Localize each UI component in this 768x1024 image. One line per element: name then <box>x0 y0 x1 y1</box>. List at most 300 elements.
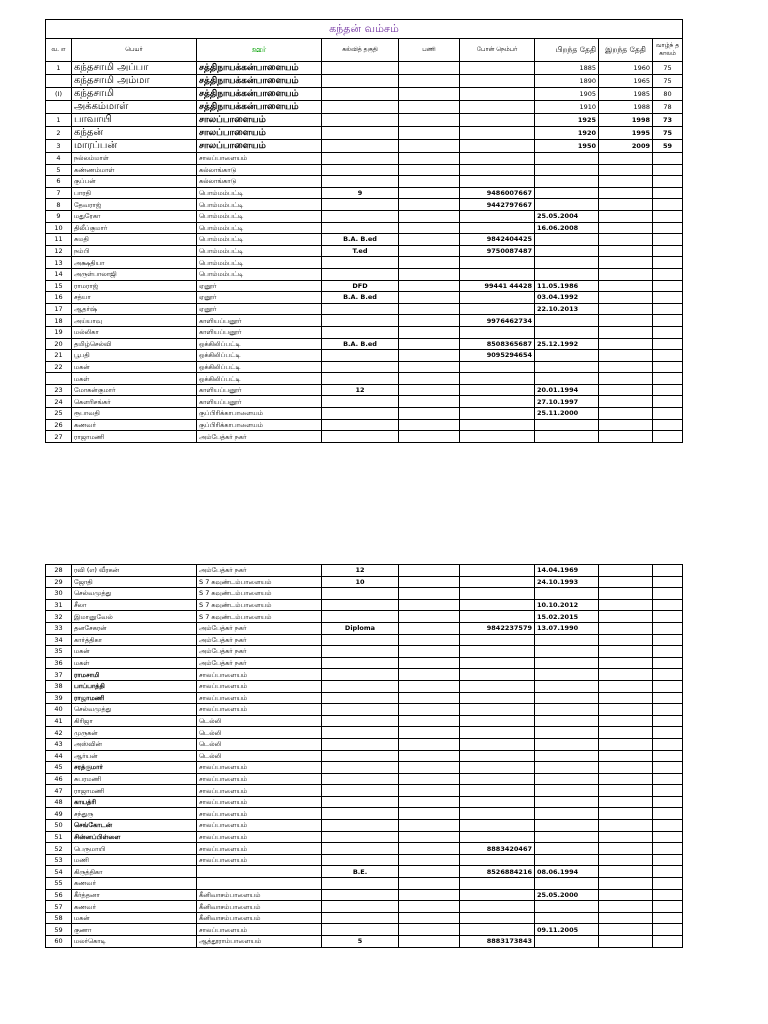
education-cell: 5 <box>322 936 399 948</box>
life-cell <box>653 222 683 234</box>
person-name: மகள் <box>72 373 197 385</box>
person-name: மணி <box>72 854 197 866</box>
life-cell <box>653 912 683 924</box>
person-name: கிரிஜா <box>72 715 197 727</box>
education-cell <box>322 773 399 785</box>
serial-number: 29 <box>46 576 72 588</box>
job-cell <box>399 101 460 114</box>
birth-date: 11.05.1986 <box>535 280 599 292</box>
life-cell <box>653 315 683 327</box>
job-cell <box>399 127 460 140</box>
serial-number: 18 <box>46 315 72 327</box>
person-name: இமானுவேல் <box>72 611 197 623</box>
place-name: சத்திநாயக்கன்பாளையம் <box>197 75 322 88</box>
serial-number: 42 <box>46 727 72 739</box>
place-name <box>197 878 322 890</box>
place-name: டெல்லி <box>197 738 322 750</box>
birth-year: 1950 <box>535 140 599 153</box>
phone-cell <box>460 808 535 820</box>
person-name: மலர்கொடி <box>72 936 197 948</box>
place-name: சாலப்பாளையம் <box>197 773 322 785</box>
birth-year: 1910 <box>535 101 599 114</box>
job-cell <box>399 866 460 878</box>
serial-number: 37 <box>46 669 72 681</box>
place-name: சாலப்பாளையம் <box>197 854 322 866</box>
phone-cell <box>460 222 535 234</box>
life-cell <box>653 187 683 199</box>
place-name: காளியப்பனூர் <box>197 396 322 408</box>
job-cell <box>399 257 460 269</box>
place-name: சாலப்பாளையம் <box>197 843 322 855</box>
life-cell <box>653 384 683 396</box>
person-name: சத்யா <box>72 292 197 304</box>
phone-cell <box>460 692 535 704</box>
person-name: பாவாயி <box>72 114 197 127</box>
member-row <box>46 692 683 704</box>
life-cell <box>653 361 683 373</box>
birth-date <box>535 176 599 188</box>
birth-year: 1925 <box>535 114 599 127</box>
member-row <box>46 245 683 257</box>
serial-number: 28 <box>46 565 72 577</box>
birth-date <box>535 854 599 866</box>
life-cell <box>653 622 683 634</box>
education-cell <box>322 854 399 866</box>
education-cell <box>322 176 399 188</box>
job-cell <box>399 280 460 292</box>
birth-date <box>535 738 599 750</box>
person-name: ராஜாமணி <box>72 692 197 704</box>
phone-cell <box>460 762 535 774</box>
phone-cell <box>460 114 535 127</box>
life-span: 75 <box>653 127 683 140</box>
birth-date <box>535 750 599 762</box>
serial-number: 8 <box>46 199 72 211</box>
education-cell <box>322 62 399 75</box>
birth-date <box>535 373 599 385</box>
birth-date <box>535 715 599 727</box>
death-cell <box>599 785 653 797</box>
birth-date <box>535 657 599 669</box>
person-name: ஜோதி <box>72 576 197 588</box>
serial-number: 10 <box>46 222 72 234</box>
place-name: கல்லாங்காடு <box>197 176 322 188</box>
serial-number: 54 <box>46 866 72 878</box>
death-cell <box>599 268 653 280</box>
life-cell <box>653 866 683 878</box>
serial-number: 39 <box>46 692 72 704</box>
person-name: சுமதி <box>72 234 197 246</box>
serial-number: 16 <box>46 292 72 304</box>
life-span: 59 <box>653 140 683 153</box>
phone-cell: 99441 44428 <box>460 280 535 292</box>
life-cell <box>653 292 683 304</box>
serial-number: 5 <box>46 164 72 176</box>
job-cell <box>399 373 460 385</box>
birth-date <box>535 878 599 890</box>
life-cell <box>653 280 683 292</box>
job-cell <box>399 762 460 774</box>
job-cell <box>399 245 460 257</box>
person-name: அருள்பாலாஜி <box>72 268 197 280</box>
job-cell <box>399 669 460 681</box>
place-name: ஒக்கிலிப்பட்டி <box>197 338 322 350</box>
place-name: பொம்மம்பட்டி <box>197 222 322 234</box>
death-cell <box>599 315 653 327</box>
education-cell: 12 <box>322 565 399 577</box>
birth-date <box>535 936 599 948</box>
person-name: கிருத்திகா <box>72 866 197 878</box>
education-cell: DFD <box>322 280 399 292</box>
education-cell <box>322 878 399 890</box>
death-cell <box>599 384 653 396</box>
education-cell <box>322 611 399 623</box>
death-cell <box>599 396 653 408</box>
birth-date <box>535 245 599 257</box>
phone-cell <box>460 373 535 385</box>
life-span: 80 <box>653 88 683 101</box>
death-cell <box>599 419 653 431</box>
education-cell <box>322 127 399 140</box>
life-cell <box>653 692 683 704</box>
serial-number: 59 <box>46 924 72 936</box>
place-name: அம்பேத்கர் நகர் <box>197 431 322 443</box>
member-row <box>46 611 683 623</box>
education-cell <box>322 657 399 669</box>
person-name: சின்னப்பிள்ளை <box>72 831 197 843</box>
birth-date <box>535 680 599 692</box>
life-cell <box>653 889 683 901</box>
person-name: மதுரேகா <box>72 210 197 222</box>
job-cell <box>399 210 460 222</box>
person-name: சீலா <box>72 599 197 611</box>
job-cell <box>399 878 460 890</box>
place-name: சத்திநாயக்கன்பாளையம் <box>197 101 322 114</box>
death-cell <box>599 843 653 855</box>
job-cell <box>399 88 460 101</box>
serial-number: 45 <box>46 762 72 774</box>
member-row <box>46 750 683 762</box>
serial-number: 44 <box>46 750 72 762</box>
death-cell <box>599 292 653 304</box>
person-name: கணவர் <box>72 878 197 890</box>
serial-number: 15 <box>46 280 72 292</box>
place-name: பொம்மம்பட்டி <box>197 268 322 280</box>
death-cell <box>599 222 653 234</box>
life-cell <box>653 785 683 797</box>
member-row <box>46 878 683 890</box>
ancestor-row <box>46 101 683 114</box>
serial-number <box>46 75 72 88</box>
serial-number: 6 <box>46 176 72 188</box>
member-row <box>46 431 683 443</box>
place-name: கீனிவாசம்பாளையம் <box>197 901 322 913</box>
place-name: அம்பேத்கர் நகர் <box>197 657 322 669</box>
place-name: S 7 கவுண்டம்பாளையம் <box>197 576 322 588</box>
serial-number: 36 <box>46 657 72 669</box>
place-name: சாலப்பாளையம் <box>197 924 322 936</box>
person-name: கண்ணம்மாள் <box>72 164 197 176</box>
birth-date <box>535 704 599 716</box>
serial-number: 33 <box>46 622 72 634</box>
place-name: சாலப்பாளையம் <box>197 140 322 153</box>
phone-cell <box>460 785 535 797</box>
member-row <box>46 234 683 246</box>
header-sno: வ. எ <box>46 39 72 62</box>
birth-date <box>535 773 599 785</box>
birth-date: 03.04.1992 <box>535 292 599 304</box>
place-name: சாலப்பாளையம் <box>197 704 322 716</box>
education-cell <box>322 692 399 704</box>
life-cell <box>653 419 683 431</box>
job-cell <box>399 796 460 808</box>
job-cell <box>399 704 460 716</box>
serial-number: 20 <box>46 338 72 350</box>
person-name: மகள் <box>72 657 197 669</box>
birth-date <box>535 199 599 211</box>
job-cell <box>399 303 460 315</box>
death-cell <box>599 588 653 600</box>
birth-date <box>535 588 599 600</box>
phone-cell: 9750087487 <box>460 245 535 257</box>
life-cell <box>653 773 683 785</box>
phone-cell <box>460 796 535 808</box>
serial-number: 13 <box>46 257 72 269</box>
phone-cell <box>460 646 535 658</box>
death-cell <box>599 361 653 373</box>
life-cell <box>653 576 683 588</box>
phone-cell <box>460 153 535 165</box>
education-cell: B.A. B.ed <box>322 234 399 246</box>
member-row <box>46 350 683 362</box>
education-cell <box>322 431 399 443</box>
death-cell <box>599 234 653 246</box>
serial-number: 12 <box>46 245 72 257</box>
education-cell <box>322 727 399 739</box>
birth-date <box>535 796 599 808</box>
death-cell <box>599 715 653 727</box>
phone-cell <box>460 831 535 843</box>
phone-cell <box>460 901 535 913</box>
education-cell: T.ed <box>322 245 399 257</box>
serial-number <box>46 101 72 114</box>
education-cell <box>322 924 399 936</box>
job-cell <box>399 738 460 750</box>
job-cell <box>399 384 460 396</box>
serial-number: 47 <box>46 785 72 797</box>
person-name: மகன் <box>72 912 197 924</box>
member-row <box>46 657 683 669</box>
member-row <box>46 680 683 692</box>
phone-cell <box>460 611 535 623</box>
death-cell <box>599 680 653 692</box>
birth-year: 1890 <box>535 75 599 88</box>
member-row <box>46 704 683 716</box>
death-cell <box>599 657 653 669</box>
death-cell <box>599 326 653 338</box>
education-cell: 12 <box>322 384 399 396</box>
job-cell <box>399 657 460 669</box>
place-name: ஏனூர் <box>197 303 322 315</box>
place-name: ஏனூர் <box>197 280 322 292</box>
person-name: அஸ்வின் <box>72 738 197 750</box>
serial-number: 60 <box>46 936 72 948</box>
death-cell <box>599 164 653 176</box>
header-place: ஊர் <box>197 39 322 62</box>
birth-date <box>535 901 599 913</box>
life-cell <box>653 808 683 820</box>
place-name: பொம்மம்பட்டி <box>197 210 322 222</box>
member-row <box>46 176 683 188</box>
birth-date: 20.01.1994 <box>535 384 599 396</box>
place-name: சாலப்பாளையம் <box>197 785 322 797</box>
member-row <box>46 576 683 588</box>
person-name: காயத்ரி <box>72 796 197 808</box>
member-row <box>46 727 683 739</box>
job-cell <box>399 924 460 936</box>
job-cell <box>399 588 460 600</box>
person-name: மல்லிகா <box>72 326 197 338</box>
birth-date <box>535 164 599 176</box>
life-cell <box>653 750 683 762</box>
person-name: கந்தசாமி அப்பா <box>72 62 197 75</box>
phone-cell <box>460 396 535 408</box>
job-cell <box>399 599 460 611</box>
header-life: வாழ்ந் த காலம் <box>653 39 683 62</box>
birth-date: 25.05.2004 <box>535 210 599 222</box>
person-name: பெருமாயி <box>72 843 197 855</box>
place-name: சாலப்பாளையம் <box>197 680 322 692</box>
place-name: சாலப்பாளையம் <box>197 762 322 774</box>
birth-date <box>535 153 599 165</box>
place-name: கல்லாங்காடு <box>197 164 322 176</box>
place-name: S 7 கவுண்டம்பாளையம் <box>197 611 322 623</box>
death-cell <box>599 373 653 385</box>
life-cell <box>653 646 683 658</box>
phone-cell <box>460 750 535 762</box>
serial-number: (I) <box>46 88 72 101</box>
person-name: கந்தசாமி <box>72 88 197 101</box>
education-cell <box>322 164 399 176</box>
person-name: செல்வமுத்து <box>72 704 197 716</box>
phone-cell <box>460 878 535 890</box>
phone-cell <box>460 75 535 88</box>
person-name: கௌரிசங்கர் <box>72 396 197 408</box>
person-name: பாப்பாத்தி <box>72 680 197 692</box>
person-name: தமிழ்செல்வி <box>72 338 197 350</box>
job-cell <box>399 843 460 855</box>
place-name: S 7 கவுண்டம்பாளையம் <box>197 588 322 600</box>
job-cell <box>399 234 460 246</box>
serial-number: 7 <box>46 187 72 199</box>
member-row <box>46 210 683 222</box>
death-cell <box>599 866 653 878</box>
job-cell <box>399 646 460 658</box>
phone-cell: 9842237579 <box>460 622 535 634</box>
phone-cell <box>460 268 535 280</box>
education-cell <box>322 268 399 280</box>
job-cell <box>399 611 460 623</box>
phone-cell: 8508365687 <box>460 338 535 350</box>
place-name: சாலப்பாளையம் <box>197 796 322 808</box>
serial-number: 11 <box>46 234 72 246</box>
serial-number: 30 <box>46 588 72 600</box>
job-cell <box>399 750 460 762</box>
phone-cell <box>460 634 535 646</box>
life-span: 73 <box>653 114 683 127</box>
job-cell <box>399 187 460 199</box>
death-cell <box>599 901 653 913</box>
birth-date <box>535 634 599 646</box>
birth-date <box>535 692 599 704</box>
place-name: காளியப்பனூர் <box>197 326 322 338</box>
place-name: ஏனூர் <box>197 292 322 304</box>
job-cell <box>399 164 460 176</box>
member-row <box>46 646 683 658</box>
birth-date <box>535 361 599 373</box>
phone-cell <box>460 657 535 669</box>
death-cell <box>599 565 653 577</box>
person-name: பாரதி <box>72 187 197 199</box>
death-cell <box>599 820 653 832</box>
member-row <box>46 738 683 750</box>
job-cell <box>399 680 460 692</box>
birth-date <box>535 912 599 924</box>
person-name: செங்கோடன் <box>72 820 197 832</box>
place-name: கீனிவாசம்பாளையம் <box>197 889 322 901</box>
death-cell <box>599 153 653 165</box>
life-span: 75 <box>653 75 683 88</box>
birth-date <box>535 257 599 269</box>
person-name: ரூபாவதி <box>72 408 197 420</box>
serial-number: 26 <box>46 419 72 431</box>
death-year: 1965 <box>599 75 653 88</box>
phone-cell <box>460 303 535 315</box>
life-cell <box>653 350 683 362</box>
death-cell <box>599 727 653 739</box>
sheet-title: கந்தன் வம்சம் <box>46 20 683 39</box>
job-cell <box>399 75 460 88</box>
job-cell <box>399 692 460 704</box>
death-cell <box>599 796 653 808</box>
place-name: சாலப்பாளையம் <box>197 114 322 127</box>
birth-date <box>535 187 599 199</box>
member-row <box>46 588 683 600</box>
phone-cell: 8883173843 <box>460 936 535 948</box>
person-name: குணா <box>72 924 197 936</box>
phone-cell <box>460 292 535 304</box>
member-row <box>46 384 683 396</box>
person-name: அக்கம்மாள் <box>72 101 197 114</box>
birth-date <box>535 268 599 280</box>
phone-cell <box>460 889 535 901</box>
education-cell <box>322 912 399 924</box>
job-cell <box>399 727 460 739</box>
serial-number: 3 <box>46 140 72 153</box>
life-cell <box>653 396 683 408</box>
birth-date: 24.10.1993 <box>535 576 599 588</box>
person-name: பூபதி <box>72 350 197 362</box>
member-row <box>46 820 683 832</box>
education-cell <box>322 257 399 269</box>
person-name: ராமசாமி <box>72 669 197 681</box>
life-cell <box>653 326 683 338</box>
phone-cell: 8883420467 <box>460 843 535 855</box>
member-row <box>46 222 683 234</box>
education-cell <box>322 419 399 431</box>
education-cell <box>322 669 399 681</box>
member-row <box>46 912 683 924</box>
